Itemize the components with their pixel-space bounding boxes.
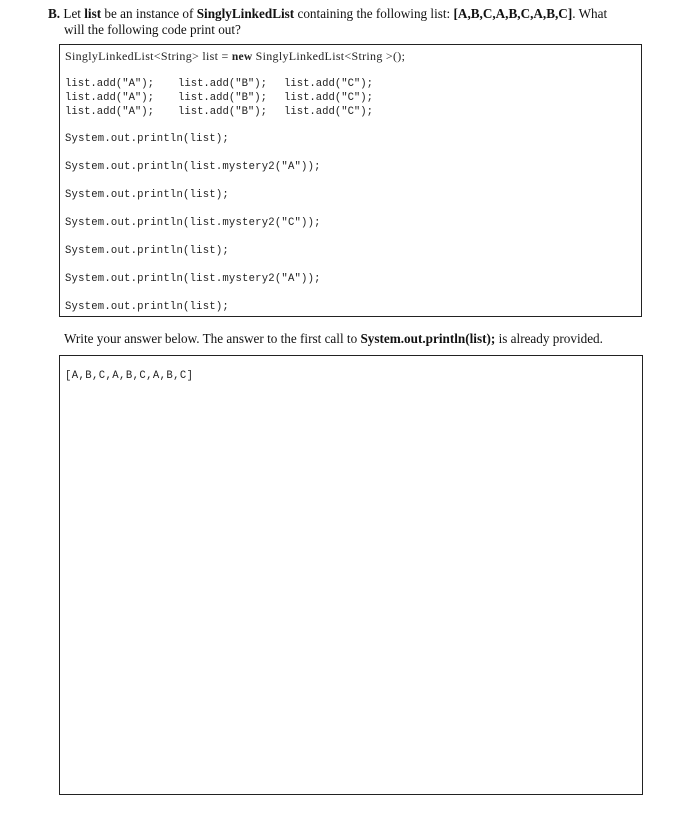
question-var-name: list — [84, 6, 102, 21]
code-statement: System.out.println(list.mystery2("C")); — [65, 217, 321, 229]
instruction-before: Write your answer below. The answer to the first call to — [64, 331, 361, 346]
code-add-statement: list.add("B"); — [178, 78, 268, 90]
question-mid: be an instance of — [101, 6, 197, 21]
question-label: B. — [48, 6, 61, 21]
code-decl-a: SinglyLinkedList<String> list = — [65, 49, 232, 63]
answer-first-output: [A,B,C,A,B,C,A,B,C] — [65, 370, 194, 382]
answer-box[interactable] — [59, 355, 643, 795]
question-end: . What — [572, 6, 608, 21]
code-statement: System.out.println(list); — [65, 133, 229, 145]
question-intro: Let — [63, 6, 85, 21]
code-add-block — [65, 77, 394, 119]
code-statement: System.out.println(list.mystery2("A")); — [65, 161, 321, 173]
instruction-after: is already provided. — [495, 331, 603, 346]
code-declaration — [65, 49, 405, 64]
code-decl-b: SinglyLinkedList<String >(); — [252, 49, 406, 63]
code-statement: System.out.println(list); — [65, 245, 229, 257]
code-add-statement: list.add("C"); — [284, 106, 374, 118]
question-line2: will the following code print out? — [64, 22, 241, 37]
question-mid2: containing the following list: — [294, 6, 454, 21]
code-add-statement: list.add("C"); — [284, 92, 374, 104]
question-text — [48, 6, 648, 38]
question-list-value: [A,B,C,A,B,C,A,B,C] — [453, 6, 573, 21]
code-statement: System.out.println(list); — [65, 301, 229, 313]
code-add-statement: list.add("C"); — [284, 78, 374, 90]
code-statement: System.out.println(list.mystery2("A")); — [65, 273, 321, 285]
code-statement: System.out.println(list); — [65, 189, 229, 201]
question-class-name: SinglyLinkedList — [196, 6, 295, 21]
code-add-statement: list.add("A"); — [65, 78, 155, 90]
answer-instruction — [64, 331, 603, 347]
code-add-statement: list.add("B"); — [178, 92, 268, 104]
code-box — [59, 44, 642, 317]
code-add-statement: list.add("B"); — [178, 106, 268, 118]
instruction-code: System.out.println(list); — [360, 331, 496, 346]
code-add-statement: list.add("A"); — [65, 92, 155, 104]
code-add-statement: list.add("A"); — [65, 106, 155, 118]
code-decl-keyword: new — [231, 51, 253, 63]
